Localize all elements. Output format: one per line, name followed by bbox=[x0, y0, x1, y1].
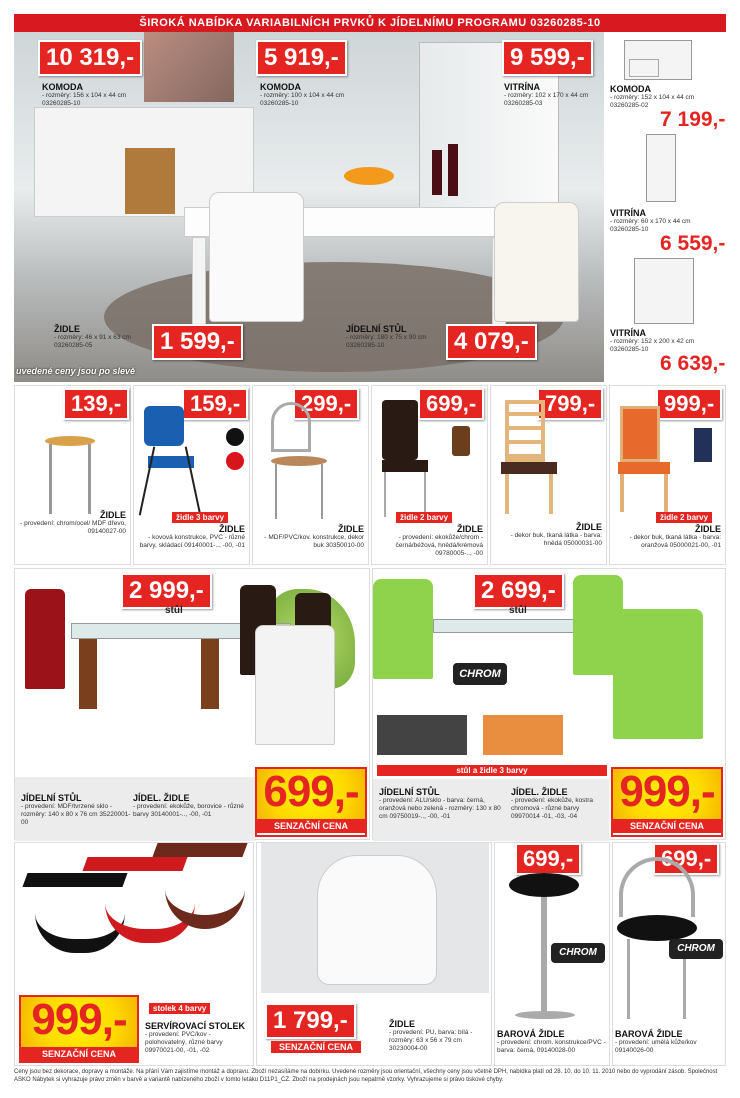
stolek-tag: stolek 4 barvy bbox=[149, 1003, 210, 1014]
bar-stool-1-card: 699,- CHROM BAROVÁ ŽIDLE - provedení: chrom. konstrukce/PVC - barva: černá, 09140028-00 bbox=[494, 842, 610, 1066]
set1-price: 2 999,- bbox=[121, 573, 212, 609]
label-komoda-2: KOMODA - rozměry: 100 x 104 x 44 cm 03260285-10 bbox=[260, 82, 345, 107]
dining-set-1: 2 999,- stůl JÍDELNÍ STŮL - provedení: MDF/tvrzené sklo - rozměry: 140 x 80 x 76 cm 35220001-00 JÍDEL. ŽIDLE - provedení: ekokůže, borovice - různé barvy 30140001-.., -00, -01 699,- SENZAČNÍ CENA bbox=[14, 568, 370, 840]
chair-price-4: 699,- bbox=[418, 388, 484, 420]
side-item-3: VITRÍNA - rozměry: 152 x 200 x 42 cm 03260285-10 bbox=[610, 328, 695, 353]
dining-set-2: 2 699,- stůl CHROM stůl a židle 3 barvy JÍDELNÍ STŮL - provedení: ALU/sklo - barva: černá, oranžová nebo zelená - rozměry: 130 x 80 cm 09750019-.., -00, -01 JÍDEL. ŽIDLE - provedení: ekokůže, kostra chromová - různé barvy 09970014 -01, -03, -04 999,- SENZAČNÍ CENA bbox=[372, 568, 726, 840]
price-stul-hero: 4 079,- bbox=[446, 324, 537, 360]
price-komoda-1: 10 319,- bbox=[38, 40, 142, 76]
wall-picture bbox=[144, 32, 234, 102]
chair-price-6: 999,- bbox=[656, 388, 722, 420]
chair-card-3: 299,- ŽIDLE - MDF/PVC/kov. konstrukce, dekor buk 30350010-00 bbox=[252, 385, 369, 565]
set2-sensational: 999,- SENZAČNÍ CENA bbox=[611, 767, 723, 837]
set2-sub: stůl bbox=[509, 605, 527, 616]
stolek-card: 999,- SENZAČNÍ CENA stolek 4 barvy SERVÍROVACÍ STOLEK - provedení: PVC/kov - polohovatelný, různé barvy 09970021-00, -01, -02 bbox=[14, 842, 254, 1066]
set1-sensational: 699,- SENZAČNÍ CENA bbox=[255, 767, 367, 837]
white-chair-image bbox=[209, 192, 304, 322]
chair-card-4: 699,- židle 2 barvy ŽIDLE - provedení: ekokůže/chrom - černá/béžová, hnědá/krémová 09780005-.., -00 bbox=[371, 385, 488, 565]
chair-price-5: 799,- bbox=[537, 388, 603, 420]
white-chair-set1 bbox=[255, 625, 335, 745]
side-item-1: KOMODA - rozměry: 152 x 104 x 44 cm 03260285-02 bbox=[610, 84, 695, 109]
side-column bbox=[606, 32, 726, 382]
side-price-3: 6 639,- bbox=[660, 352, 726, 375]
kreslo-card: 1 799,- SENZAČNÍ CENA ŽIDLE - provedení: PU, barva: bílá - rozměry: 63 x 56 x 79 cm 30230004-00 bbox=[256, 842, 492, 1066]
bar-stool-2-card: 699,- CHROM BAROVÁ ŽIDLE - provedení: umělá kůže/kov 09140026-00 bbox=[612, 842, 726, 1066]
vitrina-thumb-2 bbox=[634, 258, 694, 324]
tub-chair-image bbox=[317, 855, 437, 985]
color-swatch-red bbox=[226, 452, 244, 470]
bar2-price: 699,- bbox=[653, 843, 719, 875]
color-swatch-black bbox=[226, 428, 244, 446]
side-item-2: VITRÍNA - rozměry: 60 x 170 x 44 cm 03260285-10 bbox=[610, 208, 691, 233]
chair-tag-4: židle 2 barvy bbox=[396, 512, 452, 523]
side-price-2: 6 559,- bbox=[660, 232, 726, 255]
folding-chair-image bbox=[144, 406, 184, 446]
label-komoda-1: KOMODA - rozměry: 156 x 104 x 44 cm 03260285-10 bbox=[42, 82, 127, 107]
green-chair-image bbox=[373, 579, 433, 679]
leather-chair-image bbox=[382, 400, 418, 460]
orange-chair-image bbox=[620, 406, 660, 462]
chair-card-1: 139,- ŽIDLE - provedení: chrom/ocel/ MDF dřevo, 09140027-00 bbox=[14, 385, 131, 565]
set2-tag: stůl a židle 3 barvy bbox=[377, 765, 607, 776]
label-zidle-hero: ŽIDLE - rozměry: 46 x 91 x 63 cm 03260285-05 bbox=[54, 324, 131, 349]
top-banner: ŠIROKÁ NABÍDKA VARIABILNÍCH PRVKŮ K JÍDELNÍMU PROGRAMU 03260285-10 bbox=[14, 14, 726, 32]
kreslo-price: 1 799,- bbox=[265, 1003, 356, 1039]
red-chair-image bbox=[25, 589, 65, 689]
price-komoda-2: 5 919,- bbox=[256, 40, 347, 76]
chair-card-2: 159,- židle 3 barvy ŽIDLE - kovová konstrukce, PVC - různé barvy, skládací 09140001-.., -00, -01 bbox=[133, 385, 250, 565]
label-vitrina: VITRÍNA - rozměry: 102 x 170 x 44 cm 03260285-03 bbox=[504, 82, 589, 107]
chrom-badge-set2: CHROM bbox=[453, 663, 507, 685]
chair-card-6: 999,- židle 2 barvy ŽIDLE - dekor buk, tkaná látka - barva: oranžová 05000021-00, -01 bbox=[609, 385, 726, 565]
chair-price-2: 159,- bbox=[182, 388, 248, 420]
chair-price-1: 139,- bbox=[63, 388, 129, 420]
komoda-thumb bbox=[624, 40, 692, 80]
wooden-chair-image bbox=[505, 400, 545, 462]
bar-stool-1-image bbox=[509, 873, 579, 897]
set1-sub: stůl bbox=[165, 605, 183, 616]
chair-tag-2: židle 3 barvy bbox=[172, 512, 228, 523]
bar1-price: 699,- bbox=[515, 843, 581, 875]
hero-photo bbox=[14, 32, 604, 382]
footer-disclaimer: Ceny jsou bez dekorace, dopravy a montáže. Na přání Vám zajistíme montáž a dopravu. Zboží nezasíláme na dobírku. Uvedené rozměry jsou orientační, všechny ceny jsou včetně DPH, nabídka platí od 28. 10. do 10. 11. 2010 nebo do vyprodání zásob. Společnost ASKO Nábytek si vyhrazuje právo změn v barvě a variantě nabízeného zboží v tomto letáku D11P1_CZ. Zboží na prodejnách jsou nepatrně vzorky. Vyhrazujeme si právo tiskové chyby. bbox=[14, 1069, 718, 1083]
label-stul-hero: JÍDELNÍ STŮL - rozměry: 180 x 75 x 90 cm 03260285-10 bbox=[346, 324, 427, 349]
vitrina-thumb-1 bbox=[646, 134, 676, 202]
set2-price: 2 699,- bbox=[473, 573, 564, 609]
chairs-row bbox=[14, 385, 726, 565]
stolek-sensational: 999,- SENZAČNÍ CENA bbox=[19, 995, 139, 1063]
serving-cart-image bbox=[22, 873, 127, 887]
chair-card-5: 799,- ŽIDLE - dekor buk, tkaná látka - barva: hnědá 05000031-00 bbox=[490, 385, 607, 565]
discount-note: uvedené ceny jsou po slevě bbox=[16, 366, 136, 376]
kreslo-cap: SENZAČNÍ CENA bbox=[271, 1041, 361, 1053]
chair-price-3: 299,- bbox=[293, 388, 359, 420]
price-vitrina: 9 599,- bbox=[502, 40, 593, 76]
bistro-chair-image bbox=[271, 402, 311, 452]
chair-tag-6: židle 2 barvy bbox=[656, 512, 712, 523]
price-zidle-hero: 1 599,- bbox=[152, 324, 243, 360]
side-price-1: 7 199,- bbox=[660, 108, 726, 131]
